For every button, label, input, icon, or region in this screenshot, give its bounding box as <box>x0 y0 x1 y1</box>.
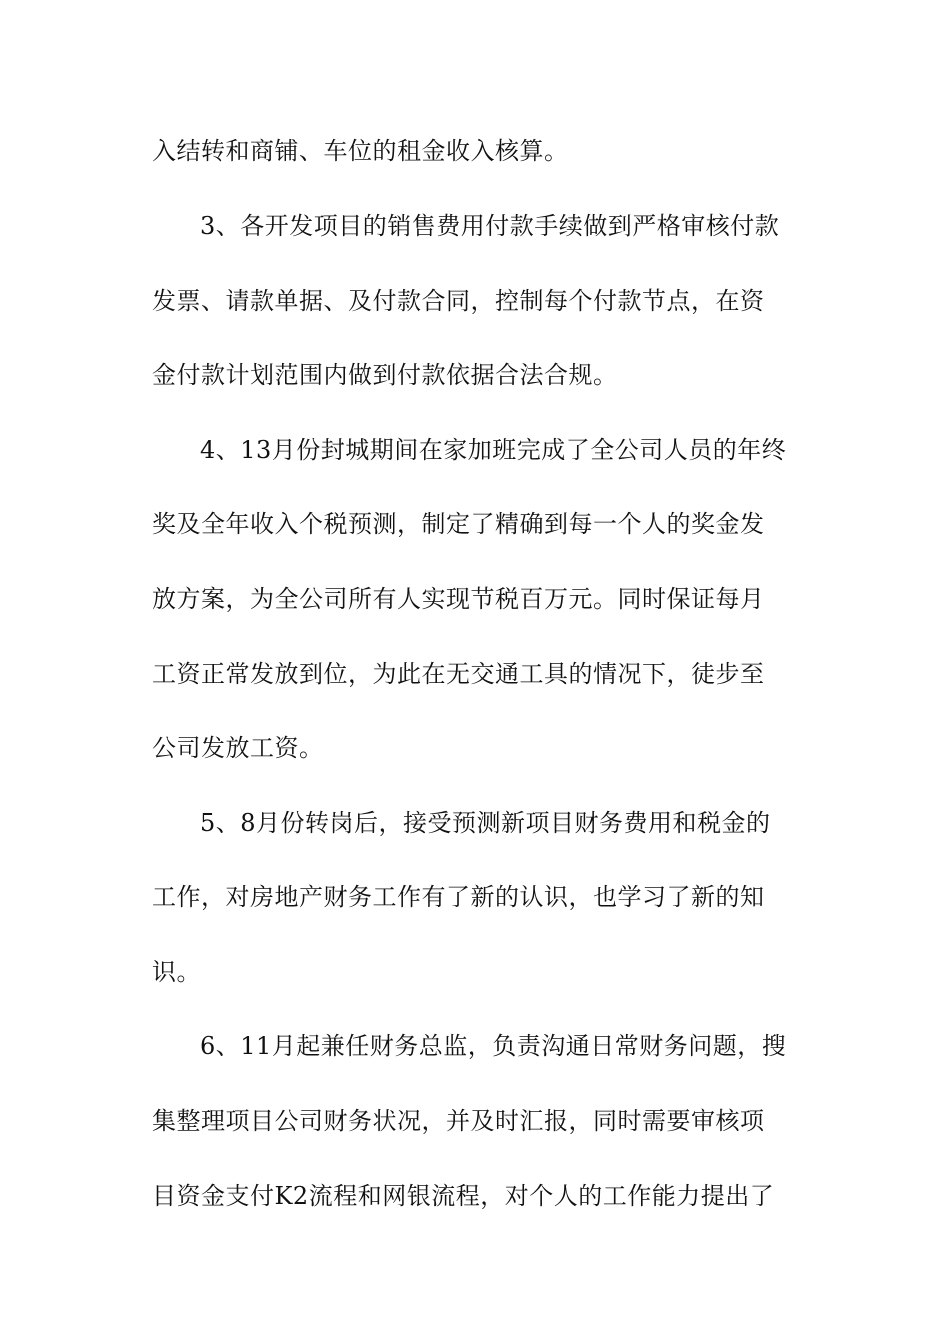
text-line-2: 3、各开发项目的销售费用付款手续做到严格审核付款 <box>200 212 780 240</box>
text-line-9: 公司发放工资。 <box>152 734 324 762</box>
text-line-12: 识。 <box>152 958 201 986</box>
text-line-4: 金付款计划范围内做到付款依据合法合规。 <box>152 361 618 389</box>
text-line-8: 工资正常发放到位，为此在无交通工具的情况下，徒步至 <box>152 660 765 688</box>
text-line-13: 6、11月起兼任财务总监，负责沟通日常财务问题，搜 <box>200 1032 787 1060</box>
text-line-6: 奖及全年收入个税预测，制定了精确到每一个人的奖金发 <box>152 510 765 538</box>
text-line-10: 5、8月份转岗后，接受预测新项目财务费用和税金的 <box>200 809 771 837</box>
text-line-5: 4、13月份封城期间在家加班完成了全公司人员的年终 <box>200 436 787 464</box>
text-line-14: 集整理项目公司财务状况，并及时汇报，同时需要审核项 <box>152 1107 765 1135</box>
text-line-3: 发票、请款单据、及付款合同，控制每个付款节点，在资 <box>152 287 765 315</box>
text-line-7: 放方案，为全公司所有人实现节税百万元。同时保证每月 <box>152 585 765 613</box>
text-line-1: 入结转和商铺、车位的租金收入核算。 <box>152 137 569 165</box>
text-line-15: 目资金支付K2流程和网银流程，对个人的工作能力提出了 <box>152 1182 775 1210</box>
text-line-11: 工作，对房地产财务工作有了新的认识，也学习了新的知 <box>152 883 765 911</box>
